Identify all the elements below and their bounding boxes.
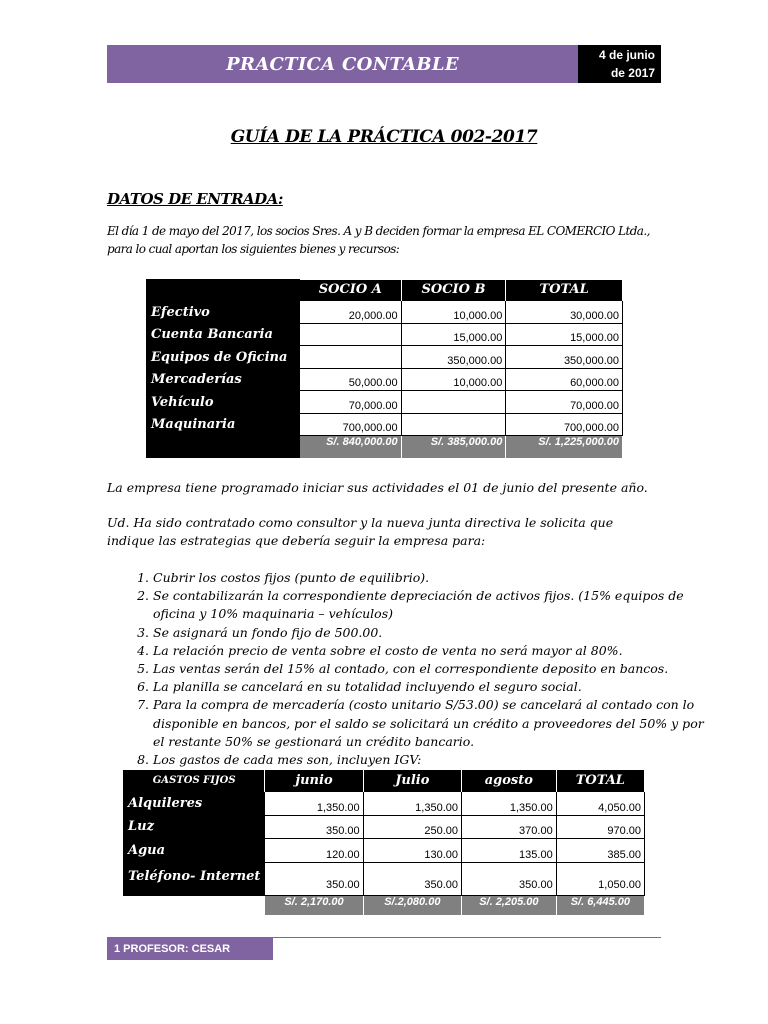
table-row: [147, 346, 623, 369]
list-item: 7. Para la compra de mercadería (costo unitario S/53.00) se cancelará al contado con lo disponible en bancos, por el saldo se solicitará un crédito a proveedores del 50% y por el restante 50% se gestionará un crédito bancario.: [153, 696, 713, 751]
cell-total: 700,000.00: [506, 414, 623, 436]
cell-socio-b: 15,000.00: [401, 324, 506, 346]
cell-julio: 250.00: [363, 815, 461, 838]
totals-label-cell: [124, 895, 265, 915]
cell-junio: 350.00: [265, 815, 363, 838]
row-label: Equipos de Oficina: [147, 346, 300, 369]
document-header: [107, 45, 578, 83]
section-title: DATOS DE ENTRADA:: [107, 190, 283, 208]
cell-total: 4,050.00: [556, 791, 644, 815]
table-row: [124, 862, 645, 895]
totals-label-cell: [147, 436, 300, 458]
start-date-paragraph: La empresa tiene programado iniciar sus actividades el 01 de junio del presente año.: [107, 480, 648, 495]
cell-agosto: 135.00: [462, 838, 557, 862]
total-julio: S/.2,080.00: [363, 895, 461, 915]
guide-title: GUÍA DE LA PRÁCTICA 002-2017: [230, 127, 538, 147]
cell-socio-a: 700,000.00: [299, 414, 401, 436]
cell-total: 970.00: [556, 815, 644, 838]
cell-julio: 350.00: [363, 862, 461, 895]
total-socio-a: S/. 840,000.00: [299, 436, 401, 458]
assets-header-row: [147, 280, 623, 301]
grand-total: S/. 6,445.00: [556, 895, 644, 915]
row-label: Teléfono- Internet: [124, 862, 265, 895]
col-header-junio: junio: [265, 770, 363, 791]
header-title: PRACTICA CONTABLE: [226, 53, 459, 75]
cell-socio-b: [401, 391, 506, 414]
cell-socio-b: 350,000.00: [401, 346, 506, 369]
expenses-table: [123, 770, 645, 915]
expenses-header-row: [124, 770, 645, 791]
list-item: 6. La planilla se cancelará en su totalidad incluyendo el seguro social.: [153, 678, 713, 696]
row-label: Alquileres: [124, 791, 265, 815]
table-row: [124, 791, 645, 815]
expenses-corner: GASTOS FIJOS: [124, 770, 265, 791]
list-item: 4. La relación precio de venta sobre el costo de venta no será mayor al 80%.: [153, 642, 713, 660]
table-row: [147, 369, 623, 391]
assets-table: [146, 279, 623, 458]
list-item: 1. Cubrir los costos fijos (punto de equilibrio).: [153, 569, 713, 587]
cell-socio-a: 20,000.00: [299, 301, 401, 324]
cell-junio: 350.00: [265, 862, 363, 895]
col-header-total: TOTAL: [556, 770, 644, 791]
cell-socio-b: 10,000.00: [401, 369, 506, 391]
cell-total: 385.00: [556, 838, 644, 862]
row-label: Luz: [124, 815, 265, 838]
list-item: 3. Se asignará un fondo fijo de 500.00.: [153, 624, 713, 642]
cell-socio-a: [299, 324, 401, 346]
consultant-paragraph: Ud. Ha sido contratado como consultor y la nueva junta directiva le solicita que indique las estrategias que debería seguir la empresa para:: [107, 515, 614, 548]
cell-agosto: 350.00: [462, 862, 557, 895]
assets-corner: [147, 280, 300, 301]
col-header-agosto: agosto: [462, 770, 557, 791]
cell-total: 15,000.00: [506, 324, 623, 346]
cell-agosto: 1,350.00: [462, 791, 557, 815]
table-row: [147, 414, 623, 436]
col-header-socio-b: SOCIO B: [401, 280, 506, 301]
list-item: 2. Se contabilizarán la correspondiente depreciación de activos fijos. (15% equipos de oficina y 10% maquinaria – vehículos): [153, 587, 713, 623]
table-row: [124, 838, 645, 862]
cell-julio: 1,350.00: [363, 791, 461, 815]
grand-total: S/. 1,225,000.00: [506, 436, 623, 458]
date-line-1: 4 de junio: [598, 48, 655, 62]
cell-total: 350,000.00: [506, 346, 623, 369]
total-junio: S/. 2,170.00: [265, 895, 363, 915]
cell-socio-b: [401, 414, 506, 436]
cell-total: 70,000.00: [506, 391, 623, 414]
cell-agosto: 370.00: [462, 815, 557, 838]
table-row: [147, 324, 623, 346]
footer-professor: 1 PROFESOR: CESAR ESPEJO: [107, 938, 273, 960]
cell-junio: 120.00: [265, 838, 363, 862]
row-label: Agua: [124, 838, 265, 862]
cell-socio-b: 10,000.00: [401, 301, 506, 324]
col-header-julio: Julio: [363, 770, 461, 791]
cell-total: 1,050.00: [556, 862, 644, 895]
table-row: [124, 815, 645, 838]
list-item: 5. Las ventas serán del 15% al contado, con el correspondiente deposito en bancos.: [153, 660, 713, 678]
row-label: Vehículo: [147, 391, 300, 414]
cell-total: 60,000.00: [506, 369, 623, 391]
list-item: 8. Los gastos de cada mes son, incluyen IGV:: [153, 751, 713, 769]
row-label: Mercaderías: [147, 369, 300, 391]
header-date: [578, 45, 661, 83]
intro-paragraph: El día 1 de mayo del 2017, los socios Sres. A y B deciden formar la empresa EL COMERCIO Ltda., para lo cual aportan los siguientes bienes y recursos:: [107, 224, 650, 256]
totals-row: [124, 895, 645, 915]
row-label: Maquinaria: [147, 414, 300, 436]
col-header-total: TOTAL: [506, 280, 623, 301]
strategy-list: [107, 569, 713, 769]
table-row: [147, 391, 623, 414]
total-socio-b: S/. 385,000.00: [401, 436, 506, 458]
cell-total: 30,000.00: [506, 301, 623, 324]
totals-row: [147, 436, 623, 458]
date-line-2: de 2017: [610, 66, 655, 80]
col-header-socio-a: SOCIO A: [299, 280, 401, 301]
row-label: Cuenta Bancaria: [147, 324, 300, 346]
cell-socio-a: [299, 346, 401, 369]
cell-julio: 130.00: [363, 838, 461, 862]
cell-socio-a: 70,000.00: [299, 391, 401, 414]
total-agosto: S/. 2,205.00: [462, 895, 557, 915]
row-label: Efectivo: [147, 301, 300, 324]
cell-junio: 1,350.00: [265, 791, 363, 815]
cell-socio-a: 50,000.00: [299, 369, 401, 391]
table-row: [147, 301, 623, 324]
